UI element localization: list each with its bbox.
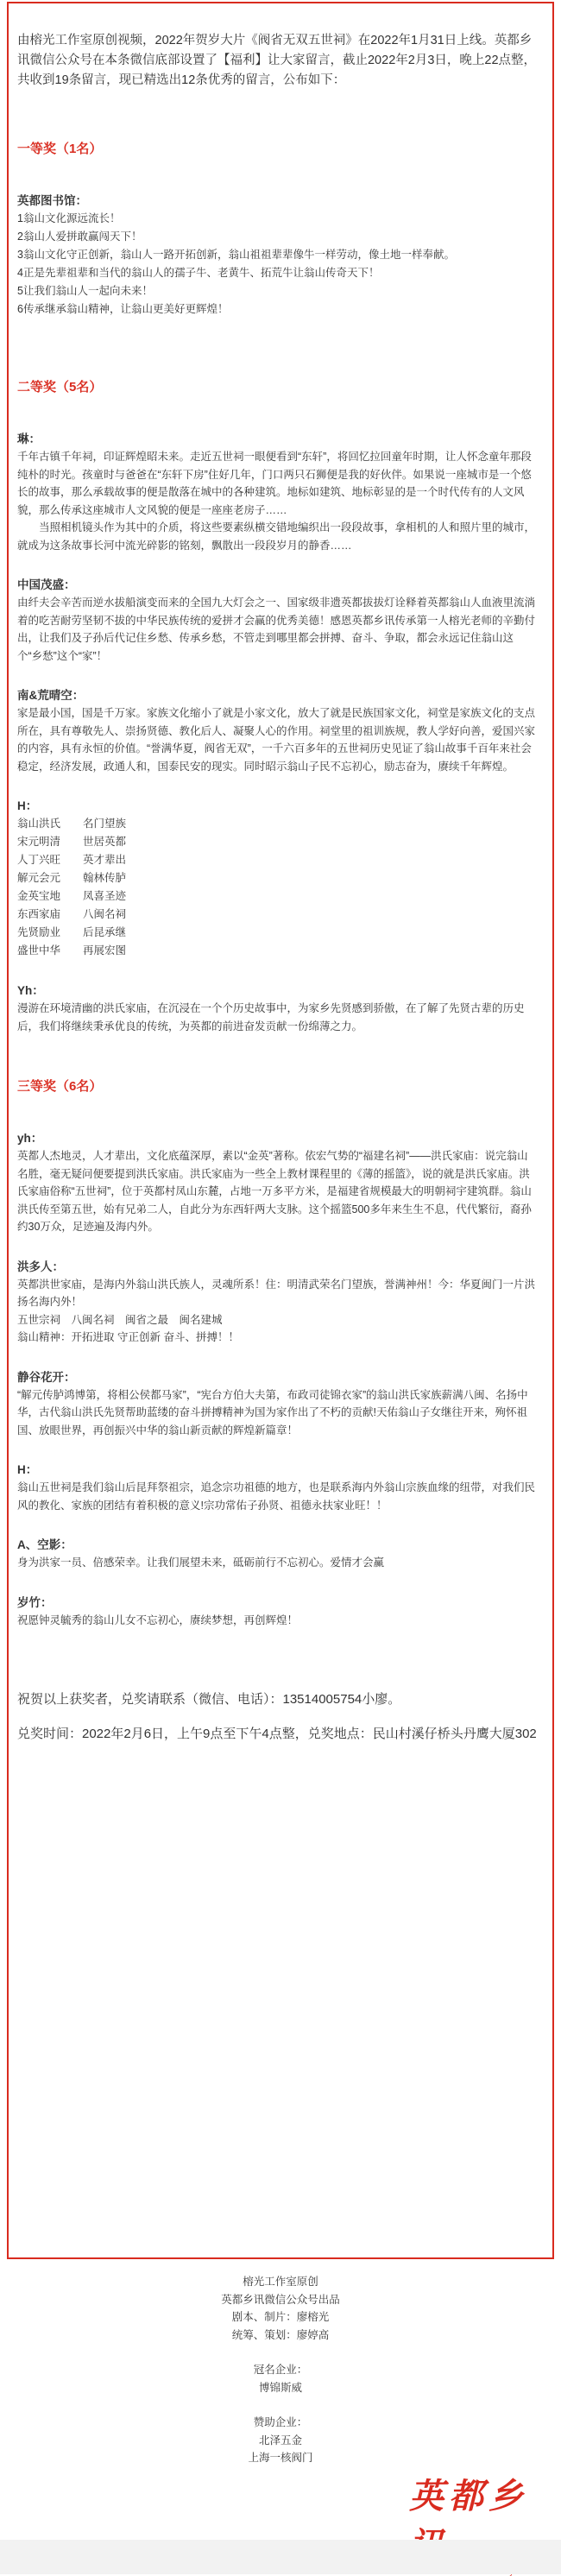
credit-line: 英都乡讯微信公众号出品 xyxy=(221,2293,340,2306)
list-item: 6传承继承翁山精神，让翁山更美好更辉煌！ xyxy=(17,303,229,315)
credit-line: 统筹、策划：廖婷高 xyxy=(231,2328,330,2341)
list-item: 5让我们翁山人一起向未来！ xyxy=(17,285,153,297)
credit-line: 上海一核阀门 xyxy=(248,2452,313,2464)
winner-name: Yh： xyxy=(17,984,44,997)
intro-paragraph: 由榕光工作室原创视频，2022年贺岁大片《阀省无双五世祠》在2022年1月31日上线。英都乡讯微信公众号在本条微信底部设置了【福利】让大家留言，截止2022年2月3日，晚上22点整，共收到19条留言，现已精选出12条优秀的留言，公布如下： xyxy=(17,34,537,87)
winner-message: 英都洪世家庙，是海内外翁山洪氏族人，灵魂所系！住：明清武荣名门望族，誉满神州！今：华夏闽门一片洪 扬名海内外！ 五世宗祠 八闽名祠 闽省之最 闽名建城 翁山精神：开拓进取 守正创新 奋斗、拼搏！！ xyxy=(17,1278,536,1343)
list-item: 3翁山文化守正创新，翁山人一路开拓创新，翁山祖祖辈辈像牛一样劳动，像土地一样奉献。 xyxy=(17,249,455,261)
winner-name: H： xyxy=(17,1463,38,1476)
winner-message: 当照相机镜头作为其中的介质，将这些要素纵横交错地编织出一段段故事，拿相机的人和照片里的城市，就成为这条故事长河中流光碎影的铭刻，飘散出一段段岁月的静香…… xyxy=(17,521,536,552)
winner-message: 英都人杰地灵，人才辈出，文化底蕴深厚，素以“金英”著称。依宏气势的“福建名祠”——洪氏家庙：说完翁山名胜，毫无疑问便要提到洪氏家庙。洪氏家庙为一些全上教材课程里的《薄的摇篮》，说的就是洪氏家庙。洪氏家庙俗称“五世祠”，位于英都村凤山东麓，占地一万多平方米，是福建省规模最大的明朝祠宇建筑群。翁山洪氏传至第五世，始有兄弟二人，自此分为东西轩两大支脉。这个摇篮500多年来生生不息，代代繁衍，裔孙约30万众，足迹遍及海内外。 xyxy=(17,1150,532,1233)
winner-name: A、空影： xyxy=(17,1538,72,1551)
bottom-bar xyxy=(0,2540,561,2574)
winner-message: “解元传胪鸿博第，将相公侯都马家”，“宪台方伯大夫第，布政司徒锦衣家”的翁山洪氏家族薪满八闽、名扬中华，古代翁山洪氏先贤帮助蓝缕的奋斗拼搏精神为国为家作出了不朽的贡献!天佑翁山子女继往开来，殉怀祖国、放眼世界，再创振兴中华的翁山新贡献的辉煌新篇章！ xyxy=(17,1388,528,1436)
couplet-row: 宋元明清 世居英都 xyxy=(17,836,127,848)
winner-name: 洪多人： xyxy=(17,1260,64,1273)
contact-notice: 祝贺以上获奖者，兑奖请联系（微信、电话）：13514005754小廖。 xyxy=(17,1692,401,1707)
winner-message: 漫游在环境清幽的洪氏家庙，在沉浸在一个个历史故事中，为家乡先贤感到骄傲，在了解了先贤古辈的历史后，我们将继续秉承优良的传统，为英都的前进奋发贡献一份绵薄之力。 xyxy=(17,1002,525,1032)
third-prize-title: 三等奖（6名） xyxy=(17,1079,103,1094)
couplet-row: 盛世中华 再展宏图 xyxy=(17,944,127,957)
winner-message: 家是最小国，国是千万家。家族文化缩小了就是小家文化，放大了就是民族国家文化，祠堂是家族文化的支点所在，具有尊敬先人、崇扬贤德、教化后人、凝聚人心的作用。祠堂里的祖训族规，教人学好向善，爱国兴家的内容，具有永恒的价值。“誉满华夏，阀省无双”，一千六百多年的五世祠历史见证了翁山故事千百年来社会稳定，经济发展，政通人和，国泰民安的现实。同时昭示翁山子民不忘初心，励志奋为，赓续千年辉煌。 xyxy=(17,707,536,773)
couplet-row: 人丁兴旺 英才辈出 xyxy=(17,854,127,866)
winner-message: 身为洪家一员、倍感荣幸。让我们展望未来，砥砺前行不忘初心。爱情才会赢 xyxy=(17,1556,385,1569)
credit-line: 北泽五金 xyxy=(258,2434,302,2447)
couplet-row: 先贤励业 后昆承继 xyxy=(17,926,127,938)
couplet-row: 东西家庙 八闽名祠 xyxy=(17,908,127,920)
redeem-notice: 兑奖时间：2022年2月6日，上午9点至下午4点整，兑奖地点：民山村溪仔桥头丹鹰大厦302 xyxy=(17,1727,537,1741)
logo-text: 英都乡 xyxy=(409,2476,528,2516)
second-prize-title: 二等奖（5名） xyxy=(17,380,103,395)
winner-name: yh： xyxy=(17,1132,43,1145)
couplet-row: 金英宝地 凤喜圣迹 xyxy=(17,890,127,902)
list-item: 1翁山文化源远流长！ xyxy=(17,212,121,224)
winner-message: 千年古镇千年祠，印证辉煌昭未来。走近五世祠一眼便看到“东轩”，将回忆拉回童年时期，让人怀念童年那段纯朴的时光。孩童时与爸爸在“东轩下房”住好几年，门口两只石狮便是我的好伙伴。如果说一座城市是一个悠长的故事，那么承载故事的便是散落在城中的各种建筑。地标如建筑、地标彰显的是一个时代传有的人文风貌，那么传承这座城市人文风貌的便是一座座老房子…… xyxy=(17,451,532,516)
winner-name: H： xyxy=(17,799,38,812)
winner-name: 中国茂盛： xyxy=(17,578,76,591)
winner-name: 南&荒晴空： xyxy=(17,689,85,702)
first-prize-title: 一等奖（1名） xyxy=(17,142,103,156)
credit-line: 剧本、制片：廖榕光 xyxy=(231,2311,330,2323)
list-item: 2翁山人爱拼敢赢闯天下！ xyxy=(17,230,142,243)
article-body xyxy=(17,31,539,1745)
winner-message: 翁山五世祠是我们翁山后昆拜祭祖宗，追念宗功祖德的地方，也是联系海内外翁山宗族血缘的纽带，对我们民风的教化、家族的团结有着积极的意义!宗功常佑子孙贤、祖德永扶家业旺！！ xyxy=(17,1481,536,1512)
credits xyxy=(0,2273,561,2484)
couplet-row: 解元会元 翰林传胪 xyxy=(17,872,127,884)
couplet-list xyxy=(17,815,539,960)
credit-heading: 冠名企业： xyxy=(253,2364,308,2376)
winner-name: 岁竹： xyxy=(17,1595,53,1609)
couplet-row: 翁山洪氏 名门望族 xyxy=(17,818,127,830)
credit-heading: 赞助企业： xyxy=(253,2416,308,2428)
credit-line: 博锦斯威 xyxy=(258,2381,302,2394)
winner-message: 祝愿钟灵毓秀的翁山儿女不忘初心，赓续梦想，再创辉煌！ xyxy=(17,1613,299,1626)
first-prize-lines xyxy=(17,210,539,319)
brand-logo xyxy=(409,2469,539,2521)
winner-message: 由纤夫会辛苦而逆水拔船演变而来的全国九大灯会之一、国家级非遗英都拔拔灯诠释着英都翁山人血液里流淌着的吃苦耐劳坚韧不拔的中华民族传统的爱拼才会赢的优秀美德！感恩英都乡讯传承第一人榕光老师的辛勤付出，让我们及子孙后代记住乡愁、传承乡愁，不管走到哪里都会拼搏、奋斗、争取，都会永远记住翁山这个“乡愁”这个“家”！ xyxy=(17,597,536,662)
winner-name: 琳： xyxy=(17,432,41,445)
first-prize-winner-name: 英都图书馆： xyxy=(17,194,87,207)
list-item: 4正是先辈祖辈和当代的翁山人的孺子牛、老黄牛、拓荒牛让翁山传奇天下！ xyxy=(17,267,380,279)
credit-line: 榕光工作室原创 xyxy=(243,2276,318,2288)
winner-name: 静谷花开： xyxy=(17,1370,76,1384)
